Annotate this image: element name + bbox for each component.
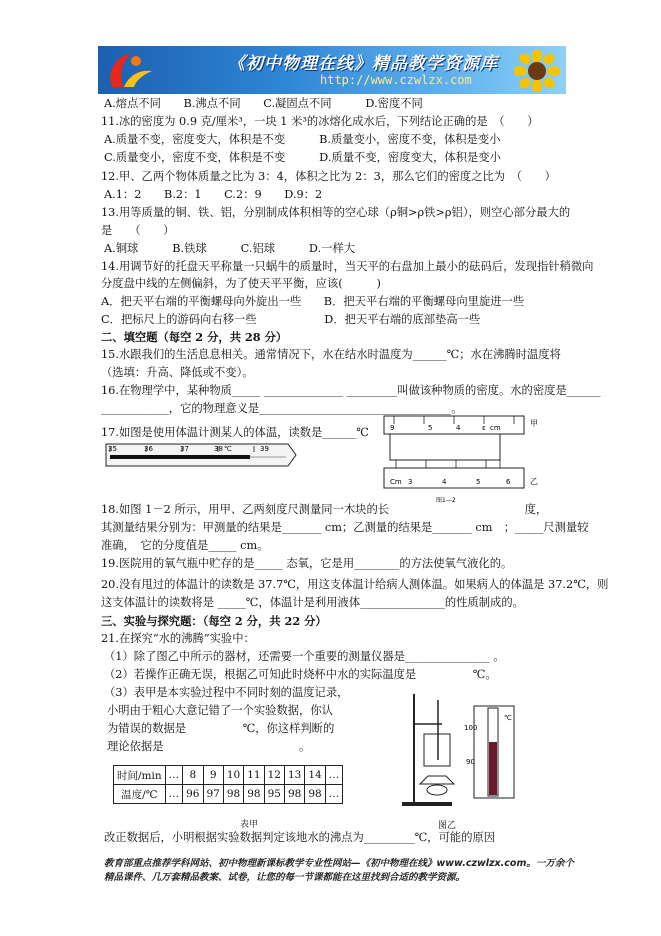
ruler-jia-tick-3: 4 [456,424,461,432]
thermo-tick-36: 36 [144,445,153,453]
ruler-yi-tick-6: 6 [506,478,511,486]
thermo-tick-38: 38 [214,445,223,453]
table-cell: 11 [244,766,264,785]
q21-part3-cont3: 理论依据是 。 [107,740,311,753]
site-url[interactable]: http://www.czwlzx.com [320,73,472,87]
boiling-apparatus-figure [398,694,528,814]
table-cell: 10 [223,766,243,785]
ruler-yi-unit: Cm [390,478,402,486]
site-logo-icon [102,49,158,91]
q20-stem-cont: 这支体温计的读数将是 _____℃，体温计是利用液体_______________的性质制成的。 [101,596,524,609]
q19-stem: 19.医院用的氧气瓶中贮存的是_____ 态氧，它是用________的方法使氧气液化的。 [101,557,513,570]
table-cell: 9 [203,766,223,785]
ruler-yi-tick-3: 3 [408,478,413,486]
boil-thermo-90: 90 [466,758,475,766]
boil-thermo-100: 100 [464,724,478,732]
figure-yi-caption: 图乙 [438,821,457,831]
ruler-jia-tick-1: 9 [390,424,395,432]
q21-part3-cont2: 为错误的数据是 ℃，你这样判断的 [107,722,335,735]
q15-stem-cont: （选填：升高、降低或不变）。 [101,366,254,379]
q15-stem: 15.水跟我们的生活息息相关。通常情况下，水在结水时温度为______℃；水在沸腾时温度将 [101,348,561,361]
q14-stem-cont: 分度盘中线的左侧偏斜，为了使天平平衡，应该( ) [101,277,381,290]
q12-options: A.1：2 B.2：1 C.2：9 D.9：2 [104,188,323,201]
table-cell: 98 [223,785,243,804]
ruler-yi-label: 乙 [530,477,538,486]
ruler-jia-unit: cm [490,424,501,432]
ruler-jia-tick-4: ɛ [482,424,486,432]
thermo-unit: ℃ [224,445,232,453]
thermo-tick-37: 37 [180,445,189,453]
ruler-yi-tick-5: 5 [476,478,481,486]
header-banner [98,46,566,94]
q21-stem: 21.在探究“水的沸腾”实验中： [101,632,255,645]
table-cell: 14 [305,766,325,785]
q11-options-ab: A.质量不变，密度变大，体积是不变 B.质量变小，密度不变，体积是变小 [104,133,501,146]
q21-part3: （3）表甲是本实验过程中不同时刻的温度记录， [104,686,349,699]
q14-options-ab: A．把天平右端的平衡螺母向外旋出一些 B．把天平右端的平衡螺母向里旋进一些 [101,295,525,308]
table-cell: … [325,785,343,804]
thermo-tick-39: 39 [260,445,269,453]
section-2-heading: 二、填空题（每空 2 分，共 28 分） [101,330,288,344]
q18-stem: 18.如图 1－2 所示，用甲、乙两刻度尺测量同一木块的长 度， [101,503,548,516]
table-cell: … [165,766,183,785]
section-3-heading: 三、实验与探究题：（每空 2 分，共 22 分） [101,614,327,628]
table-cell: 98 [305,785,325,804]
table-cell: 95 [264,785,284,804]
table-cell: 12 [264,766,284,785]
q18-stem-cont: 其测量结果分别为：甲测量的结果是_______ cm；乙测量的结果是_______ cm ；_____尺测量较 [101,521,589,534]
q13-stem-cont: 是 （ ） [101,224,175,237]
q13-options: A.铜球 B.铁球 C.铝球 D.一样大 [104,242,356,255]
ruler-jia-tick-2: 5 [428,424,433,432]
ruler-caption: 图1—2 [436,497,456,504]
q11-options-cd: C.质量变小，密度不变，体积是不变 D.质量不变，密度变大，体积是变小 [104,151,501,164]
ruler-yi-tick-4: 4 [442,478,447,486]
q16-stem-cont: ____________，它的物理意义是__________________________________。 [101,402,463,415]
thermo-tick-35: 35 [108,445,117,453]
table-row-temperature [114,785,343,804]
temperature-table [113,765,343,804]
page-footer: 教育部重点推荐学科网站、初中物理新课标教学专业性网站—《初中物理在线》www.czwlzx.com。一万余个精品课件、几万套精品教案、试卷，让您的每一节课都能在这里找到合适的教学资源。 [104,858,574,883]
table-cell: 8 [183,766,203,785]
q21-part2: （2）若操作正确无误，根据乙可知此时烧杯中水的实际温度是 ℃。 [104,668,497,681]
q10-options: A.熔点不同 B.沸点不同 C.凝固点不同 D.密度不同 [104,97,423,110]
table-cell: 96 [183,785,203,804]
sunflower-icon [514,50,560,92]
q13-stem: 13.用等质量的铜、铁、铝，分别制成体积相等的空心球（ρ铜>ρ铁>ρ铝），则空心部分最大的 [101,206,571,219]
table-cell: 98 [244,785,264,804]
thermometer-figure [100,436,300,474]
q21-part3-cont1: 小明由于粗心大意记错了一个实验数据，你认 [107,704,333,717]
q14-options-cd: C．把标尺上的游码向右移一些 D．把天平右端的底部垫高一些 [101,313,481,326]
q20-stem: 20.没有甩过的体温计的读数是 37.7℃，用这支体温计给病人测体温。如果病人的体温是 37.2℃，则 [101,578,609,591]
table-cell: 时间/min [114,766,166,785]
boil-thermo-unit: ℃ [504,714,512,722]
table-cell: 温度/℃ [114,785,166,804]
table-cell: 97 [203,785,223,804]
site-title: 《初中物理在线》精品教学资源库 [228,54,498,74]
ruler-figure [378,412,558,508]
q21-part3-cont4: 改正数据后，小明根据实验数据判定该地水的沸点为_________℃，可能的原因 [104,831,496,844]
table-cell: … [165,785,183,804]
q11-stem: 11.冰的密度为 0.9 克/厘米³，一块 1 米³的冰熔化成水后，下列结论正确的是 （ ） [101,115,539,128]
table-caption: 表甲 [240,820,259,830]
table-row-time [114,766,343,785]
q21-part1: （1）除了图乙中所示的器材，还需要一个重要的测量仪器是_______________ 。 [104,650,505,663]
q16-stem: 16.在物理学中，某种物质_____ ______________ _________叫做该种物质的密度。水的密度是______ [101,384,601,397]
q12-stem: 12.甲、乙两个物体质量之比为 3：4，体积之比为 2：3，那么它们的密度之比为 （ ） [101,170,556,183]
q18-stem-end: 准确， 它的分度值是_____ cm。 [101,539,269,552]
table-cell: 98 [285,785,305,804]
q14-stem: 14.用调节好的托盘天平称量一只蜗牛的质量时，当天平的右盘加上最小的砝码后，发现指针稍微向 [101,260,594,273]
q17-stem: 17.如图是使用体温计测某人的体温，读数是______℃ [101,426,369,439]
table-cell: 13 [285,766,305,785]
ruler-jia-label: 甲 [530,419,538,428]
table-cell: … [325,766,343,785]
